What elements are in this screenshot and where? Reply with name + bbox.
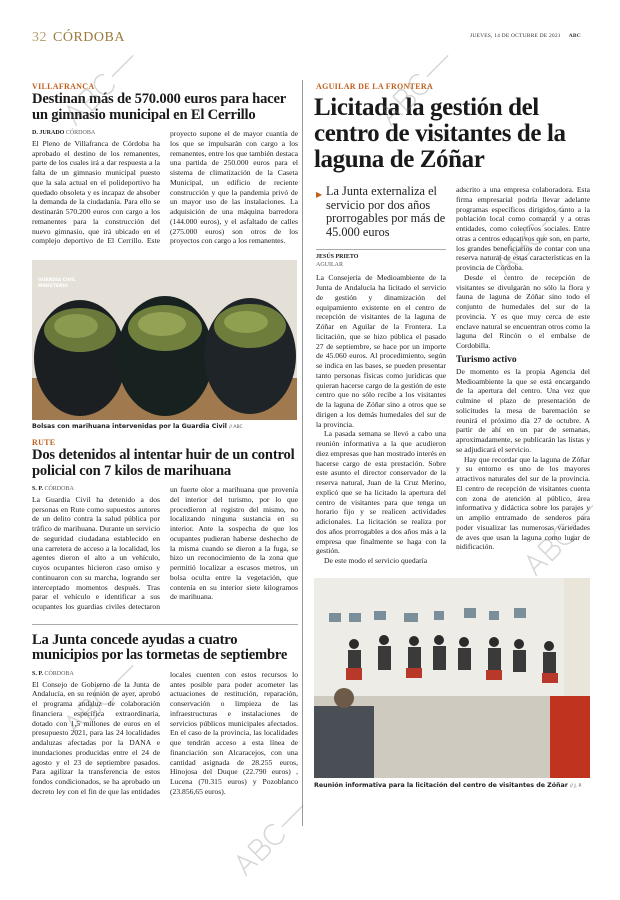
section-name: CÓRDOBA	[53, 30, 125, 45]
page-folio	[32, 30, 125, 46]
date: JUEVES, 14 DE OCTUBRE DE 2021	[470, 33, 561, 39]
page-number: 32	[32, 30, 47, 45]
column-divider	[302, 80, 303, 826]
article-body-col1	[314, 185, 446, 566]
article-rute	[32, 438, 298, 612]
dateline	[470, 33, 581, 39]
paragraph: El Pleno de Villafranca de Córdoba ha aprobado el destino de los remanentes, parte de los cuales irá a dar respuesta a la falta de un gimnasio municipal puesto que la sala actual en el polideportivo ha quedado obsoleta y es incapaz de absober la demanda de la ciudadanía. Para ello se destinarán 570.200 euros con cargo a los remanentes para la construcción del nuevo gimnasio, que irá ubicado en el complejo deportivo de El Cerrillo. Este proyecto supone el de mayor cuantía de los que se impulsarán con cargo a los remanentes, entre los que también destaca una partida de 250.000 euros para el sistema de climatización de la Caseta Municipal, un edificio de reciente construcción y que la pandemia privó de un mayor uso de las instalaciones. La adquisición de una máquina barredora (144.000 euros), y el asfaltado de calles (275.000 euros) son otros de los proyectos con cargo a los remanentes.	[32, 129, 298, 246]
abc-watermark	[210, 790, 320, 900]
byline-place: CÓRDOBA	[44, 670, 74, 677]
byline	[32, 670, 160, 680]
article-headline: Licitada la gestión del centro de visitantes de la laguna de Zóñar	[314, 94, 566, 173]
article-headline: La Junta concede ayudas a cuatro municipios por las tormetas de septiembre	[32, 631, 288, 664]
paragraph: La Consejería de Medioambiente de la Junta de Andalucía ha licitado el servicio de gestión y dinamización del equipamiento existente en el centro de recepción de visitantes de la laguna de Zóñar en Aguilar de la Frontera. La licitación, que se hizo pública el pasado 27 de septiembre, se hace por un importe de 45.060 euros. Al procedimiento, según se indica en las bases, se pueden presentar tanto personas físicas como jurídicas que quieran hacerse cargo de la gestión de este centro que no sólo recibe a los visitantes de la laguna de Zóñar sino a otros que se dirigen a los demás humedales del sur de la provincia.	[316, 273, 446, 429]
byline-author: S. P.	[32, 486, 43, 492]
article-headline: Destinan más de 570.000 euros para hacer un gimnasio municipal en El Cerrillo	[32, 91, 286, 123]
paragraph: adscrito a una empresa colaboradora. Esta firma empresarial podría llevar adelante programas específicos dirigidos tanto a la población local como comarcal y a otras entidades, como colectivos sociales. Entre otras a centros educativos que son, en parte, los grandes beneficiarios de contar con una reserva natural de estas características en la provincia de Córdoba.	[456, 185, 590, 272]
article-deck	[316, 185, 446, 239]
caption-text: Bolsas con marihuana intervenidas por la Guardia Civil	[32, 423, 227, 430]
paragraph: El Consejo de Gobierno de la Junta de Andalucía, en su reunión de ayer, aprobó el programa andaluz de colaboración financiera específica extraordinaria, dotado con 1,5 millones de euros en el presupuesto 2021, para las 24 localidades andaluzas afectadas por la DANA e inundaciones producidas entre el 24 de agosto y el 23 de septiembre pasados. Para agilizar la transferencia de estos fondos condicionados, se ha aprobado un decreto ley con el fin de que las entidades locales cuenten con estos recursos lo antes posible para poder acometer las actuaciones de restitución, reparación, conservación o limpieza de las infraestructuras e instalaciones de servicios públicos municipales afectados. En el caso de la provincia, las localidades que tendrán acceso a esta línea de financiación son Alcaracejos, con una cantidad asignada de 28.255 euros, Hinojosa del Duque (22.790 euros) , Lucena (70.315 euros) y Pozoblanco (23.856,65 euros).	[32, 669, 298, 796]
byline	[32, 129, 160, 139]
photo-meeting[interactable]	[314, 578, 590, 778]
article-headline: Dos detenidos al intentar huir de un control policial con 7 kilos de marihuana	[32, 447, 295, 479]
byline	[316, 253, 446, 269]
paragraph: Hay que recordar que la laguna de Zóñar y su entorno es uno de los mayores atractivos naturales del sur de la provincia. El centro de recepción de visitantes cuenta con zona de atención al público, área informativa y didáctica sobre los parajes y un amplio entramado de senderos para poder visualizar las numerosas variedades de aves que usan la laguna como lugar de nidificación.	[456, 454, 590, 552]
photo-credit: // J. P.	[569, 783, 582, 789]
meeting-room-image	[314, 578, 590, 778]
article-villafranca	[32, 82, 298, 246]
deck-text: La Junta externaliza el servicio por dos años prorrogables por más de 45.000 euros	[326, 184, 446, 239]
photo-overlay-text: GUARDIA CIVIL MINISTERIO	[38, 278, 76, 289]
byline-author: S. P.	[32, 670, 43, 677]
article-kicker: VILLAFRANCA	[32, 82, 95, 91]
section-divider	[32, 624, 298, 625]
byline-place: CÓRDOBA	[65, 130, 96, 136]
paragraph: De momento es la propia Agencia del Medioambiente la que se está encargando de la apertura del centro. Una vez que culmine el plazo de presentación de solicitudes la mesa de baremación se reunirá el próximo día 27 de octubre. A partir de ahí en un par de semanas, aproximadamente, se publicarán las listas y se adjudicará el servicio.	[456, 366, 590, 454]
byline-place: AGUILAR	[316, 262, 343, 269]
byline	[32, 485, 160, 495]
triangle-bullet-icon: ▶	[316, 190, 323, 199]
paragraph: La pasada semana se llevó a cabo una reunión informativa a la que acudieron diez empresas que han mostrado interés en hacerse cargo de esta prestación. Sobre este asunto el director conservador de la reserva natural, Juan de la Cruz Merino, explicó que se ha licitado la apertura del centro de visitantes para que tenga un horario fijo y se realicen actividades adicionales. La licitación se realiza por dos años prorrogables a dos años más a la empresa que finalmente se haga con la gestión.	[316, 429, 446, 556]
subheading: Turismo activo	[456, 354, 517, 365]
byline-author: JESÚS PRIETO	[316, 254, 359, 261]
article-body	[32, 485, 298, 612]
caption-text: Reunión informativa para la licitación del centro de visitantes de Zóñar	[314, 781, 568, 789]
left-column	[32, 82, 298, 797]
byline-divider	[316, 249, 446, 250]
article-zonar	[314, 82, 592, 791]
photo-caption	[314, 782, 592, 791]
paragraph: La Guardia Civil ha detenido a dos personas en Rute como supuestos autores de un delito contra la salud pública por tráfico de marihuana. Durante un servicio de seguridad ciudadana establecido en una carretera de acceso a la localidad, los agentes dieron el alto a un vehículo, cuyos ocupantes hicieron caso omiso y continuaron con su marcha, logrando ser interceptado momentos después. Tras parar el vehículo e identificar a sus ocupantes los guardias civiles detectaron un fuerte olor a marihuana que provenía del interior del turismo, por lo que procedieron al registro del mismo, no localizando ninguna sustancia en su interior. Ante la sospecha de que los ocupantes pudieran haberse deshecho de la misma cuando se dieron a la fuga, se hizo un reconocimiento de la zona que permitió localizar a escasos metros, un bolsa oculta entre la vegetación, que contenía en su interior siete kilogramos de marihuana.	[32, 485, 298, 611]
article-body	[32, 670, 298, 797]
article-body-col2	[456, 185, 590, 566]
photo-marihuana-bags[interactable]	[32, 260, 297, 420]
photo-caption	[32, 423, 298, 432]
article-kicker: AGUILAR DE LA FRONTERA	[316, 82, 434, 91]
byline-author: D. JURADO	[32, 130, 65, 136]
paper-name: ABC	[568, 33, 581, 39]
article-junta-ayudas	[32, 633, 298, 797]
paragraph: De este modo el servicio quedaría	[324, 556, 428, 566]
photo-credit: // ABC	[228, 425, 243, 430]
article-kicker: RUTE	[32, 438, 56, 447]
article-body	[32, 129, 298, 246]
paragraph: Desde el centro de recepción de visitantes se divulgarán no sólo la flora y fauna de laguna de Zóñar sino todo el conjunto de humedales del sur de la provincia. Y es que muy cerca de este enclave natural se encuentran otros como la laguna del Rincón o el embalse de Cordobilla.	[456, 272, 590, 350]
byline-place: CÓRDOBA	[44, 486, 74, 492]
article-columns	[314, 185, 592, 566]
